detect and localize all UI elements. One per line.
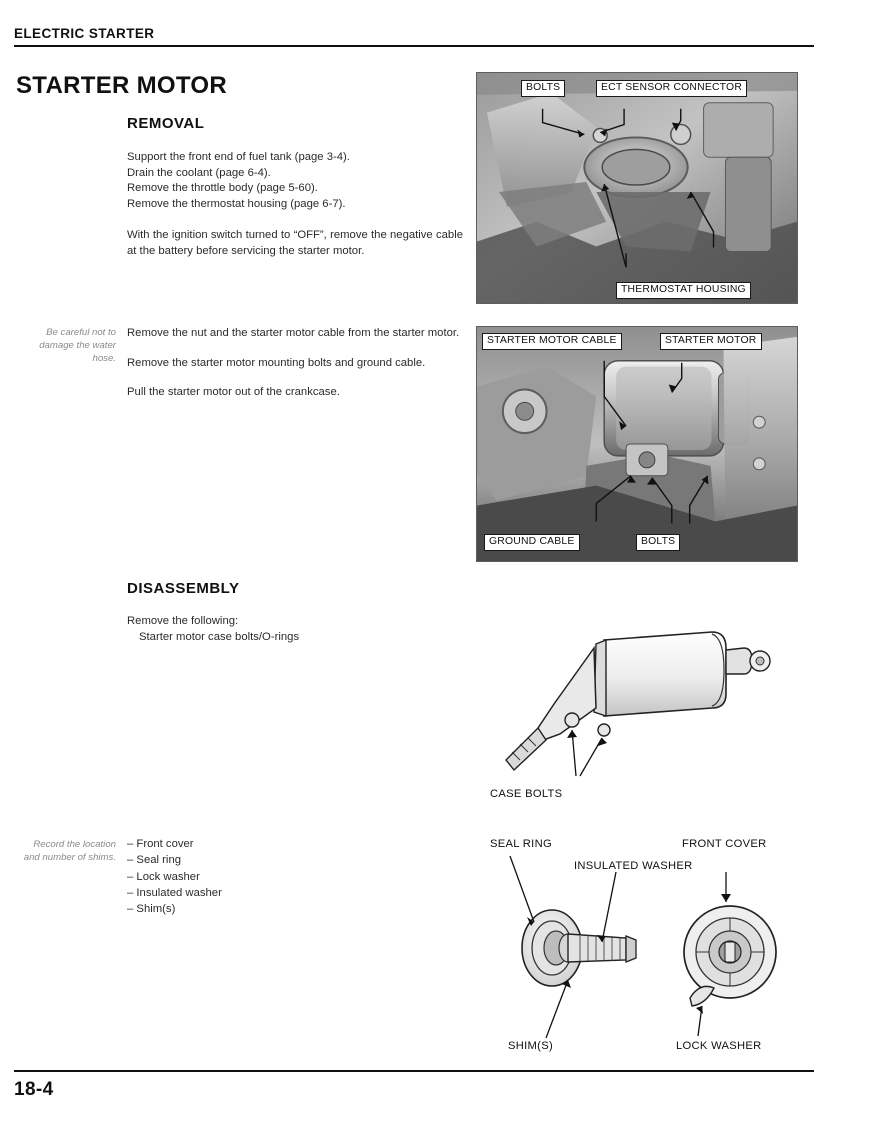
figure-disassembly-parts bbox=[476, 830, 798, 1070]
callout-thermostat-housing: THERMOSTAT HOUSING bbox=[616, 282, 751, 299]
heading-removal: REMOVAL bbox=[127, 115, 205, 132]
callout-bolts: BOLTS bbox=[521, 80, 565, 97]
disassembly-parts-list bbox=[127, 836, 222, 917]
callout-ground-cable: GROUND CABLE bbox=[484, 534, 580, 551]
callout-bolts-2: BOLTS bbox=[636, 534, 680, 551]
header-divider bbox=[14, 45, 814, 47]
list-item: – Shim(s) bbox=[127, 903, 176, 916]
page-header bbox=[14, 26, 814, 47]
note-record-shims: Record the location and number of shims. bbox=[23, 839, 116, 863]
label-front-cover: FRONT COVER bbox=[682, 838, 767, 850]
note-water-hose: Be careful not to damage the water hose. bbox=[39, 327, 116, 364]
page-number: 18-4 bbox=[14, 1079, 54, 1100]
label-shims: SHIM(S) bbox=[508, 1040, 553, 1052]
page-footer bbox=[14, 1070, 814, 1101]
page-title: STARTER MOTOR bbox=[16, 72, 228, 99]
list-item: – Insulated washer bbox=[127, 886, 222, 899]
header-title: ELECTRIC STARTER bbox=[14, 26, 155, 41]
label-case-bolts: CASE BOLTS bbox=[490, 788, 563, 800]
callout-starter-motor-cable: STARTER MOTOR CABLE bbox=[482, 333, 622, 350]
removal-steps-block bbox=[127, 150, 427, 212]
removal-pull-out-text: Pull the starter motor out of the crankcase. bbox=[127, 386, 340, 398]
removal-nut-cable-text: Remove the nut and the starter motor cable from the starter motor. bbox=[127, 327, 460, 339]
callout-starter-motor: STARTER MOTOR bbox=[660, 333, 762, 350]
lineart-starter-motor bbox=[476, 608, 798, 808]
removal-ignition-paragraph bbox=[127, 228, 463, 259]
figure-removal-starter-photo bbox=[476, 326, 798, 562]
removal-body-paragraphs bbox=[127, 326, 467, 401]
list-item: – Lock washer bbox=[127, 870, 200, 883]
label-insulated-washer: INSULATED WASHER bbox=[574, 860, 693, 872]
label-seal-ring: SEAL RING bbox=[490, 838, 552, 850]
label-lock-washer: LOCK WASHER bbox=[676, 1040, 762, 1052]
disassembly-intro-item: Starter motor case bolts/O-rings bbox=[139, 630, 300, 643]
figure-disassembly-case-bolts bbox=[476, 608, 798, 808]
list-item: – Seal ring bbox=[127, 854, 182, 867]
list-item: – Front cover bbox=[127, 838, 194, 850]
heading-disassembly: DISASSEMBLY bbox=[127, 580, 240, 597]
removal-step-4: Remove the thermostat housing (page 6-7). bbox=[127, 197, 346, 210]
figure-removal-thermostat-photo bbox=[476, 72, 798, 304]
disassembly-intro bbox=[127, 614, 467, 645]
photo-starter-motor bbox=[476, 326, 798, 562]
footer-divider bbox=[14, 1070, 814, 1072]
photo-engine-top bbox=[476, 72, 798, 304]
removal-step-2: Drain the coolant (page 6-4). bbox=[127, 166, 271, 179]
disassembly-intro-text: Remove the following: bbox=[127, 615, 239, 627]
removal-ignition-text: With the ignition switch turned to “OFF”, remove the negative cable at the battery before servicing the starter motor. bbox=[127, 229, 463, 257]
removal-mounting-bolts-text: Remove the starter motor mounting bolts and ground cable. bbox=[127, 356, 426, 369]
removal-step-3: Remove the throttle body (page 5-60). bbox=[127, 182, 318, 194]
callout-ect-sensor-connector: ECT SENSOR CONNECTOR bbox=[596, 80, 747, 97]
removal-step-1: Support the front end of fuel tank (page 3-4). bbox=[127, 151, 350, 163]
